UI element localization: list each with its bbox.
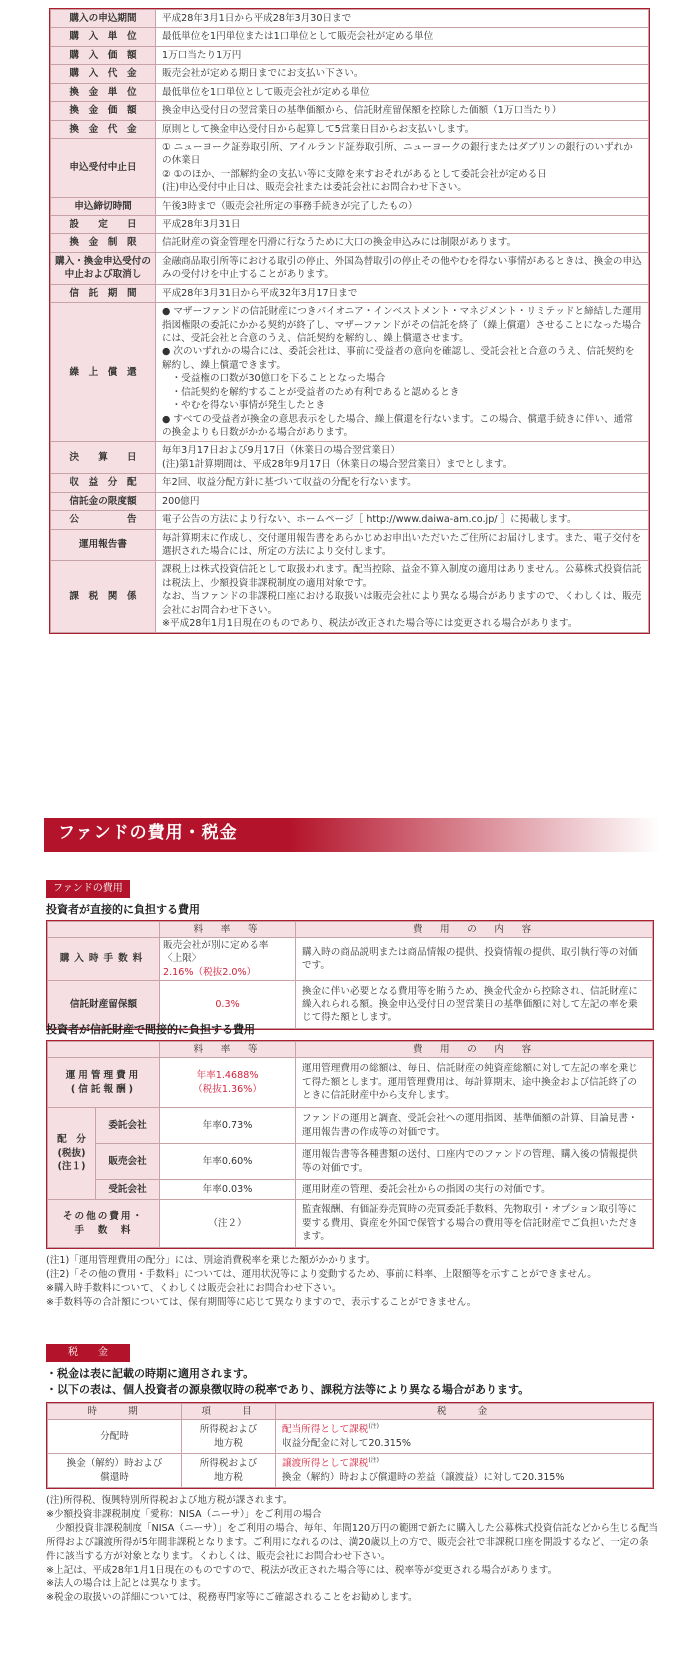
trust-reserve-desc: 換金に伴い必要となる費用等を賄うため、換金代金から控除され、信託財産に繰入れられる額。換金申込受付日の翌営業日の基準価額に対して左記の率を乗じて得た額とします。	[296, 981, 653, 1029]
purchase-fee-rate-line2	[163, 952, 292, 979]
terms-value: 原則として換金申込受付日から起算して5営業日目からお支払いします。	[156, 120, 649, 138]
trust-reserve-rate: 0.3%	[160, 981, 296, 1029]
tax-value-1	[276, 1454, 653, 1488]
tax-time-0: 分配時	[48, 1420, 182, 1454]
alloc-rate-1: 年率0.60%	[160, 1144, 296, 1180]
fee-note: (注1)「運用管理費用の配分」には、別途消費税率を乗じた額がかかります。	[46, 1255, 376, 1266]
terms-row	[51, 138, 649, 197]
terms-value: ① ニューヨーク証券取引所、アイルランド証券取引所、ニューヨークの銀行またはダブリンの銀行のいずれかの休業日 ② ①のほか、一部解約金の支払い等に支障を来すおそれがあるとして委託会社が定める日 (注)申込受付中止日は、販売会社または委託会社にお問合わせ下さい。	[156, 138, 649, 197]
tax-type-0: 配当所得として課税	[282, 1424, 369, 1436]
terms-value: 最低単位を1円単位または1口単位として販売会社が定める単位	[156, 28, 649, 46]
terms-value: 午後3時まで（販売会社所定の事務手続きが完了したもの）	[156, 197, 649, 215]
terms-row	[51, 529, 649, 561]
fees-tag: ファンドの費用	[46, 880, 130, 898]
terms-value: 最低単位を1口単位として販売会社が定める単位	[156, 83, 649, 101]
purchase-fee-rate-line1: 販売会社が別に定める率	[163, 940, 269, 951]
terms-row	[51, 216, 649, 234]
terms-value: 換金申込受付日の翌営業日の基準価額から、信託財産留保額を控除した価額（1万口当たり）	[156, 102, 649, 120]
tax-note-mark-1: (注)	[368, 1456, 380, 1464]
alloc-label-0: 委託会社	[96, 1108, 160, 1144]
terms-label: 申込締切時間	[51, 197, 156, 215]
terms-value: 1万口当たり1万円	[156, 46, 649, 64]
alloc-desc-1: 運用報告書等各種書類の送付、口座内でのファンドの管理、購入後の情報提供等の対価です。	[296, 1144, 653, 1180]
alloc-label-2: 受託会社	[96, 1180, 160, 1200]
terms-row	[51, 46, 649, 64]
terms-row	[51, 83, 649, 101]
fund-terms-table	[49, 8, 650, 634]
terms-label: 換 金 代 金	[51, 120, 156, 138]
row-label-trust-reserve: 信託財産留保額	[48, 981, 160, 1029]
tax-note: ※少額投資非課税制度「愛称：NISA（ニーサ）」をご利用の場合	[46, 1508, 322, 1520]
terms-value: 販売会社が定める期日までにお支払い下さい。	[156, 65, 649, 83]
tax-bullets	[46, 1366, 529, 1398]
tax-tag: 税 金	[46, 1344, 130, 1362]
terms-value: ● マザーファンドの信託財産につきパイオニア・インベストメント・マネジメント・リミテッドと締結した運用指図権限の委託にかかる契約が終了し、マザーファンドがその信託を終了（繰上償還）させることになった場合には、受託会社と合意のうえ、信託契約を解約し、繰上償還させます。 ● 次のいずれかの場合には、委託会社は、事前に受益者の意向を確認し、受託会社と合意のうえ、信託契約を解約し、繰上償還できます。 ・受益権の口数が30億口を下ることとなった場合 ・信託契約を解約することが受益者のため有利であると認めるとき ・やむを得ない事情が発生したとき ● すべての受益者が換金の意思表示をした場合、繰上償還を行ないます。この場合、償還手続きに伴い、通常の換金よりも日数がかかる場合があります。	[156, 303, 649, 442]
terms-label: 購 入 価 額	[51, 46, 156, 64]
terms-label: 購入・換金申込受付の中止および取消し	[51, 252, 156, 284]
row-label-mgmt-fee: 運用管理費用 (信託報酬)	[48, 1058, 160, 1108]
fee-notes	[46, 1254, 658, 1310]
terms-row	[51, 474, 649, 492]
terms-label: 申込受付中止日	[51, 138, 156, 197]
terms-row	[51, 303, 649, 442]
terms-row	[51, 284, 649, 302]
terms-label: 換 金 単 位	[51, 83, 156, 101]
other-fees-rate: （注２）	[160, 1200, 296, 1248]
row-label-purchase-fee: 購入時手数料	[48, 938, 160, 981]
tax-notes	[46, 1494, 658, 1605]
terms-value: 平成28年3月1日から平成28年3月30日まで	[156, 10, 649, 28]
terms-label: 信託金の限度額	[51, 492, 156, 510]
terms-label: 信 託 期 間	[51, 284, 156, 302]
terms-value: 平成28年3月31日から平成32年3月17日まで	[156, 284, 649, 302]
other-fees-desc: 監査報酬、有価証券売買時の売買委託手数料、先物取引・オプション取引等に要する費用、資産を外国で保管する場合の費用等を信託財産でご負担いただきます。	[296, 1200, 653, 1248]
terms-value: 年2回、収益分配方針に基づいて収益の分配を行ないます。	[156, 474, 649, 492]
direct-fees-heading: 投資者が直接的に負担する費用	[46, 903, 200, 916]
alloc-rate-2: 年率0.03%	[160, 1180, 296, 1200]
col-header-rate-2: 料 率 等	[160, 1042, 296, 1058]
terms-row	[51, 252, 649, 284]
terms-row	[51, 442, 649, 474]
terms-row	[51, 120, 649, 138]
tax-note: 少額投資非課税制度「NISA（ニーサ）」をご利用の場合、毎年、年間120万円の範囲で新たに購入した公募株式投資信託などから生じる配当所得および譲渡所得が5年間非課税となります。ご利用になれるのは、満20歳以上の方で、販売会社で非課税口座を開設するなど、一定の条件に該当する方が対象となります。くわしくは、販売会社にお問合わせ下さい。	[46, 1522, 658, 1562]
tax-item-0: 所得税および 地方税	[182, 1420, 276, 1454]
terms-row	[51, 28, 649, 46]
tax-time-1: 換金（解約）時および 償還時	[48, 1454, 182, 1488]
terms-label: 収 益 分 配	[51, 474, 156, 492]
terms-label: 運用報告書	[51, 529, 156, 561]
terms-value: 金融商品取引所等における取引の停止、外国為替取引の停止その他やむを得ない事情があるときは、換金の申込みの受付けを中止することがあります。	[156, 252, 649, 284]
terms-value: 課税上は株式投資信託として取扱われます。配当控除、益金不算入制度の適用はありません。公募株式投資信託は税法上、少額投資非課税制度の適用対象です。 なお、当ファンドの非課税口座における取扱いは販売会社により異なる場合がありますので、くわしくは、販売会社にお問合わせ下さい。 ※平成28年1月1日現在のものであり、税法が改正された場合等には変更される場合があります。	[156, 561, 649, 633]
tax-note: ※税金の取扱いの詳細については、税務専門家等にご確認されることをお勧めします。	[46, 1592, 418, 1604]
tax-note: ※上記は、平成28年1月1日現在のものですので、税法が改正された場合等には、税率等が変更される場合があります。	[46, 1564, 558, 1576]
terms-label: 換 金 価 額	[51, 102, 156, 120]
direct-fees-table	[46, 920, 654, 1030]
col-header-desc-2: 費 用 の 内 容	[296, 1042, 653, 1058]
terms-label: 公 告	[51, 511, 156, 529]
terms-row	[51, 511, 649, 529]
tax-value-0	[276, 1420, 653, 1454]
alloc-desc-2: 運用財産の管理、委託会社からの指図の実行の対価です。	[296, 1180, 653, 1200]
col-header-rate: 料 率 等	[160, 922, 296, 938]
tax-type-1: 譲渡所得として課税	[282, 1458, 369, 1470]
tax-col-tax: 税 金	[276, 1404, 653, 1420]
tax-bullet: ・以下の表は、個人投資者の源泉徴収時の税率であり、課税方法等により異なる場合があります。	[46, 1382, 530, 1396]
purchase-fee-desc: 購入時の商品説明または商品情報の提供、投資情報の提供、取引執行等の対価です。	[296, 938, 653, 981]
terms-value: 毎年3月17日および9月17日（休業日の場合翌営業日） (注)第1計算期間は、平成28年9月17日（休業日の場合翌営業日）までとします。	[156, 442, 649, 474]
tax-bullet: ・税金は表に記載の時期に適用されます。	[46, 1367, 255, 1380]
section-title: ファンドの費用・税金	[58, 823, 238, 843]
terms-row	[51, 197, 649, 215]
alloc-rate-0: 年率0.73%	[160, 1108, 296, 1144]
terms-row	[51, 234, 649, 252]
terms-label: 決 算 日	[51, 442, 156, 474]
terms-label: 課 税 関 係	[51, 561, 156, 633]
indirect-fees-heading: 投資者が信託財産で間接的に負担する費用	[46, 1023, 255, 1036]
fee-note: ※購入時手数料について、くわしくは販売会社にお問合わせ下さい。	[46, 1282, 342, 1294]
tax-note: (注)所得税、復興特別所得税および地方税が課されます。	[46, 1495, 293, 1506]
row-label-allocation: 配 分 (税抜) (注１)	[48, 1108, 96, 1200]
alloc-desc-0: ファンドの運用と調査、受託会社への運用指図、基準価額の計算、目論見書・運用報告書の作成等の対価です。	[296, 1108, 653, 1144]
tax-note-mark-0: (注)	[368, 1422, 380, 1430]
blank-header-cell	[48, 922, 160, 938]
tax-rate-1: 換金（解約）時および償還時の差益（譲渡益）に対して20.315%	[282, 1471, 565, 1483]
mgmt-fee-rate: 年率1.4688% （税抜1.36%）	[160, 1058, 296, 1108]
tax-table	[46, 1402, 654, 1489]
tax-col-time: 時 期	[48, 1404, 182, 1420]
terms-value: 信託財産の資金管理を円滑に行なうために大口の換金申込みには制限があります。	[156, 234, 649, 252]
col-header-desc: 費 用 の 内 容	[296, 922, 653, 938]
terms-label: 購 入 代 金	[51, 65, 156, 83]
terms-label: 換 金 制 限	[51, 234, 156, 252]
alloc-label-1: 販売会社	[96, 1144, 160, 1180]
terms-value: 200億円	[156, 492, 649, 510]
section-header-bar	[44, 818, 660, 852]
terms-value: 電子公告の方法により行ない、ホームページ［ http://www.daiwa-am.co.jp/ ］に掲載します。	[156, 511, 649, 529]
terms-value: 毎計算期末に作成し、交付運用報告書をあらかじめお申出いただいたご住所にお届けします。また、電子交付を選択された場合には、所定の方法により交付します。	[156, 529, 649, 561]
terms-label: 購 入 単 位	[51, 28, 156, 46]
terms-label: 設 定 日	[51, 216, 156, 234]
terms-row	[51, 10, 649, 28]
terms-row	[51, 102, 649, 120]
mgmt-fee-desc: 運用管理費用の総額は、毎日、信託財産の純資産総額に対して左記の率を乗じて得た額とします。運用管理費用は、毎計算期末、途中換金および信託終了のときに信託財産中から支弁します。	[296, 1058, 653, 1108]
tax-note: ※法人の場合は上記とは異なります。	[46, 1578, 207, 1590]
blank-header-cell-2	[48, 1042, 160, 1058]
terms-row	[51, 65, 649, 83]
tax-rate-0: 収益分配金に対して20.315%	[282, 1437, 412, 1449]
purchase-fee-rate	[160, 938, 296, 981]
purchase-fee-cap-prefix: 〈上限〉	[163, 953, 202, 965]
terms-label: 購入の申込期間	[51, 10, 156, 28]
terms-row	[51, 561, 649, 633]
terms-value: 平成28年3月31日	[156, 216, 649, 234]
terms-label: 繰 上 償 還	[51, 303, 156, 442]
tax-col-item: 項 目	[182, 1404, 276, 1420]
row-label-other-fees: その他の費用・ 手 数 料	[48, 1200, 160, 1248]
indirect-fees-table	[46, 1040, 654, 1249]
purchase-fee-cap: 2.16%（税抜2.0%）	[163, 966, 257, 978]
fee-note: (注2)「その他の費用・手数料」については、運用状況等により変動するため、事前に料率、上限額等を示すことができません。	[46, 1268, 597, 1280]
terms-row	[51, 492, 649, 510]
tax-item-1: 所得税および 地方税	[182, 1454, 276, 1488]
fee-note: ※手数料等の合計額については、保有期間等に応じて異なりますので、表示することができません。	[46, 1296, 477, 1308]
